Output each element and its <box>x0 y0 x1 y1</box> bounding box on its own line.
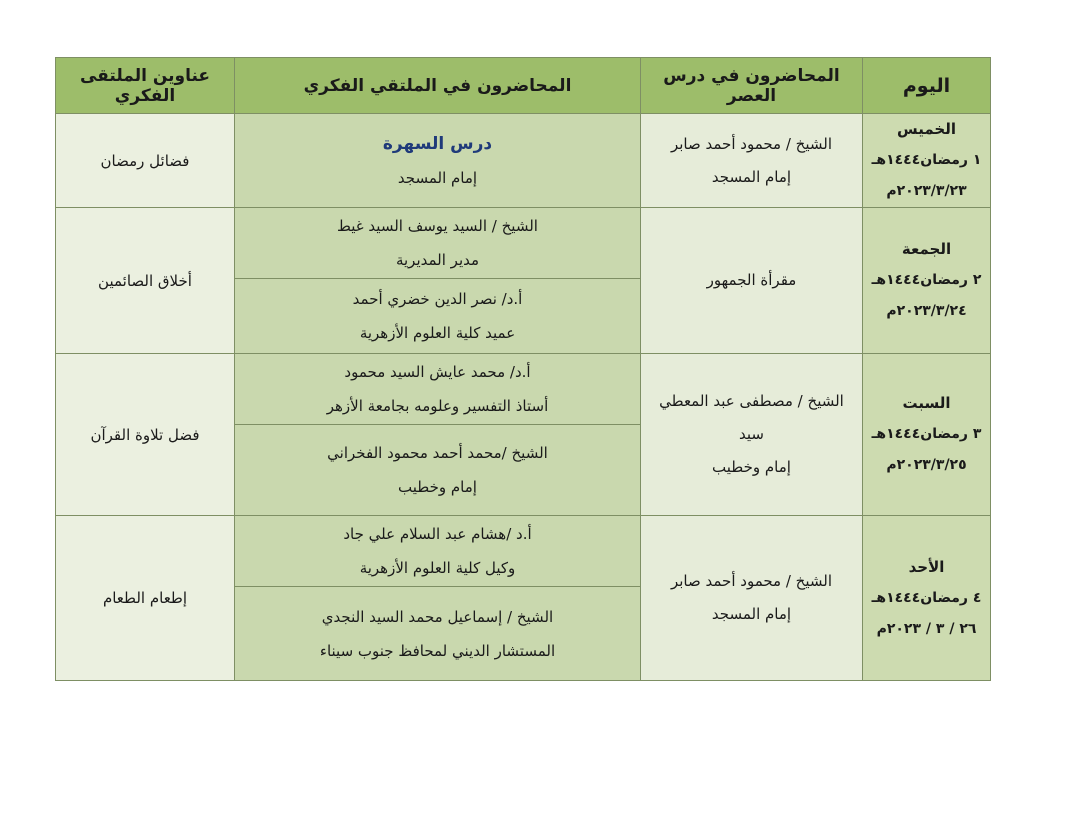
day-name: الجمعة <box>901 240 952 258</box>
multaqa-lecturer-cell <box>235 114 641 208</box>
header-asr-lecturers: المحاضرون في درس العصر <box>641 58 863 114</box>
day-name: السبت <box>902 394 951 412</box>
multaqa-lecturer-cell <box>235 516 641 587</box>
hijri-date: ٣ رمضان١٤٤٤هـ <box>871 426 982 442</box>
asr-lecturer-cell <box>641 354 863 516</box>
day-cell <box>863 208 991 354</box>
multaqa-lecturer-cell <box>235 425 641 516</box>
table-row <box>56 208 991 279</box>
day-cell <box>863 516 991 681</box>
day-cell <box>863 354 991 516</box>
multaqa-lecturer-cell <box>235 208 641 279</box>
header-row <box>56 58 991 114</box>
hijri-date: ٢ رمضان١٤٤٤هـ <box>871 272 982 288</box>
header-multaqa-lecturers: المحاضرون في الملتقي الفكري <box>235 58 641 114</box>
multaqa-lecturer-cell <box>235 279 641 354</box>
table-row <box>56 114 991 208</box>
hijri-date: ٤ رمضان١٤٤٤هـ <box>871 589 982 606</box>
gregorian-date: ٢٠٢٣/٣/٢٤م <box>886 303 967 319</box>
table-row <box>56 516 991 587</box>
gregorian-date: ٢٦ / ٣ / ٢٠٢٣م <box>876 620 977 637</box>
lecturer-title: المستشار الديني لمحافظ جنوب سيناء <box>319 641 556 660</box>
lecturer-name: الشيخ /محمد أحمد محمود الفخراني <box>327 444 548 462</box>
lecturer-name: أ.د /هشام عبد السلام علي جاد <box>343 525 532 543</box>
lecturer-title: إمام المسجد <box>711 605 792 623</box>
special-lesson-title: درس السهرة <box>382 133 493 154</box>
header-day: اليوم <box>863 58 991 114</box>
hijri-date: ١ رمضان١٤٤٤هـ <box>871 152 982 168</box>
lecturer-name: أ.د/ نصر الدين خضري أحمد <box>352 290 523 308</box>
lecturer-title: مدير المديرية <box>395 251 480 269</box>
lecturer-name: مقرأة الجمهور <box>706 271 797 289</box>
asr-lecturer-cell <box>641 516 863 681</box>
day-name: الخميس <box>897 120 956 138</box>
lecturer-name: الشيخ / محمود أحمد صابر <box>670 134 832 153</box>
gregorian-date: ٢٠٢٣/٣/٢٣م <box>886 183 967 199</box>
lecturer-title: وكيل كلية العلوم الأزهرية <box>359 559 516 577</box>
lecturer-title: إمام المسجد <box>711 167 792 186</box>
topic-cell: إطعام الطعام <box>56 516 235 681</box>
day-cell <box>863 114 991 208</box>
header-multaqa-topics: عناوين الملتقى الفكري <box>56 58 235 114</box>
lecturer-title: أستاذ التفسير وعلومه بجامعة الأزهر <box>326 397 549 415</box>
ramadan-schedule-table <box>55 57 991 681</box>
lecturer-name: الشيخ / مصطفى عبد المعطي <box>659 392 844 410</box>
lecturer-name: الشيخ / السيد يوسف السيد غيط <box>337 217 538 235</box>
lecturer-name: الشيخ / إسماعيل محمد السيد النجدي <box>321 607 554 626</box>
topic-cell: فضائل رمضان <box>56 114 235 208</box>
day-name: الأحد <box>908 557 945 576</box>
asr-lecturer-cell <box>641 208 863 354</box>
table-row <box>56 354 991 425</box>
lecturer-title: إمام وخطيب <box>712 458 791 476</box>
asr-lecturer-cell <box>641 114 863 208</box>
lecturer-title: عميد كلية العلوم الأزهرية <box>359 324 516 342</box>
topic-cell: فضل تلاوة القرآن <box>56 354 235 516</box>
lecturer-title: إمام المسجد <box>397 168 478 187</box>
multaqa-lecturer-cell <box>235 587 641 681</box>
lecturer-name: أ.د/ محمد عايش السيد محمود <box>344 363 531 381</box>
gregorian-date: ٢٠٢٣/٣/٢٥م <box>886 457 967 473</box>
lecturer-name: الشيخ / محمود أحمد صابر <box>670 572 832 590</box>
lecturer-title: إمام وخطيب <box>398 478 477 496</box>
topic-cell: أخلاق الصائمين <box>56 208 235 354</box>
lecturer-name-cont: سيد <box>739 425 764 443</box>
multaqa-lecturer-cell <box>235 354 641 425</box>
